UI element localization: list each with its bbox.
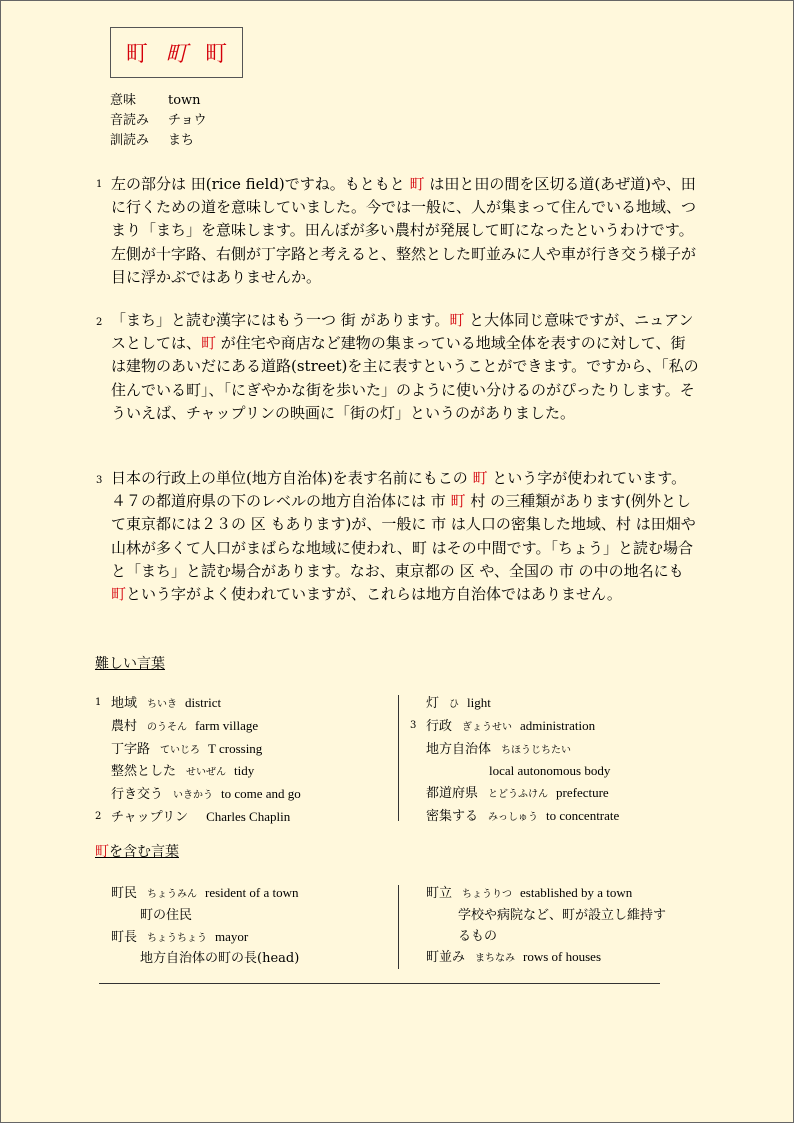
highlight-kanji: 町 <box>95 844 109 860</box>
highlight-kanji: 町 <box>449 311 465 329</box>
text: 「まち」と読む漢字にはもう一つ 街 があります。 <box>111 311 450 329</box>
vocab-english: T crossing <box>208 740 263 756</box>
highlight-kanji: 町 <box>472 469 488 487</box>
vocab-english: prefecture <box>556 785 609 801</box>
word: 町並み <box>426 950 466 966</box>
column-divider <box>398 695 399 821</box>
vocab-item <box>426 806 619 829</box>
vocab-word: 丁字路 <box>111 741 151 757</box>
word-english: established by a town <box>520 885 633 900</box>
vocab-item <box>410 716 619 739</box>
vocab-word: 行き交う <box>111 787 164 803</box>
kanji-2: 町 <box>165 42 188 67</box>
kanji-display-box <box>110 27 243 78</box>
word-item <box>111 883 299 906</box>
vocab-word: 都道府県 <box>426 786 479 802</box>
vocab-reading: とどうふけん <box>488 789 549 801</box>
vocab-word: 農村 <box>111 718 138 734</box>
word: 町長 <box>111 929 138 945</box>
vocab-item <box>426 693 619 716</box>
vocab-list-left <box>95 693 301 830</box>
text: という字がよく使われていますが、これらは地方自治体ではありません。 <box>126 585 622 604</box>
vocab-reading: せいぜん <box>186 767 227 779</box>
paragraph-1 <box>111 173 701 289</box>
vocab-english: administration <box>520 717 596 733</box>
word-english: resident of a town <box>205 885 299 900</box>
word-definition: 地方自治体の町の長(head) <box>140 951 300 967</box>
text: 村 の三種類があります(例外として東京都には２３の 区 もあります)が、一般に 市 は人口の密集した地域、村 は田畑や山林が多くて人口がまばらな地域に使われ、町 はその中間です。「ちょう」と読む場合と「まち」と読む場合があります。なお、東京都の 区 や、全国の 市 の中の地名にも <box>111 492 696 580</box>
words-heading <box>95 841 179 861</box>
vocab-item <box>111 784 301 807</box>
vocab-english: district <box>185 695 222 710</box>
vocab-english: Charles Chaplin <box>206 808 291 824</box>
note-marker: 3 <box>410 719 417 731</box>
info-value: チョウ <box>168 113 207 128</box>
info-value: town <box>168 93 201 108</box>
vocab-word: 密集する <box>426 808 479 824</box>
kanji-3: 町 <box>205 42 228 67</box>
vocab-item <box>426 783 619 806</box>
word-item <box>426 947 666 970</box>
vocab-item <box>426 739 619 762</box>
word: 町立 <box>426 886 453 901</box>
text: と大体同じ意味ですが、ニュアンスとしては、 <box>111 311 694 353</box>
highlight-kanji: 町 <box>450 492 466 511</box>
vocab-english: to come and go <box>221 786 301 802</box>
vocab-reading: ていじろ <box>160 744 201 756</box>
vocab-reading: のうそん <box>147 721 188 733</box>
word-definition: るもの <box>458 928 498 944</box>
word-definition: 町の住民 <box>140 907 193 923</box>
vocab-heading: 難しい言葉 <box>95 656 165 672</box>
word-item <box>426 883 666 906</box>
bottom-rule <box>99 983 660 984</box>
vocab-english: farm village <box>195 717 259 733</box>
vocab-reading: ひ <box>449 699 460 710</box>
vocab-item <box>426 761 619 783</box>
vocab-english: light <box>467 695 491 710</box>
vocab-item <box>95 807 301 830</box>
word-reading: ちょうりつ <box>462 889 513 900</box>
vocab-reading: ちほうじちたい <box>501 744 572 756</box>
text: は田と田の間を区切る道(あぜ道)や、田に行くための道を意味していました。今では一般に、人が集まって住んでいる地域、つまり「まち」を意味します。田んぼが多い農村が発展して町になったというわけです。左側が十字路、右側が丁字路と考えると、整然とした町並みに人や車が行き交う様子が目に浮かぶではありませんか。 <box>111 175 697 286</box>
word-reading: ちょうみん <box>147 889 198 900</box>
word-reading: まちなみ <box>475 953 516 965</box>
vocab-english: to concentrate <box>546 807 620 823</box>
text: 日本の行政上の単位(地方自治体)を表す名前にもこの <box>111 469 473 487</box>
vocab-english: tidy <box>234 763 255 779</box>
word-item <box>111 927 299 950</box>
text: という字が使われています。４７の都道府県の下のレベルの地方自治体には 市 <box>111 469 687 511</box>
words-list-right <box>426 883 666 970</box>
paragraph-number: 3 <box>96 475 103 486</box>
word-english: mayor <box>215 928 249 944</box>
paragraph-3 <box>111 467 701 606</box>
info-label: 音読み <box>110 113 150 128</box>
vocab-word: 地方自治体 <box>426 741 492 757</box>
kanji-1: 町 <box>125 42 148 67</box>
vocab-word: 行政 <box>426 718 453 734</box>
paragraph-number: 1 <box>96 179 103 190</box>
text: が住宅や商店など建物の集まっている地域全体を表すのに対して、街 は建物のあいだにある道路(street)を主に表すということができます。ですから、「私の住んでいる町」、「にぎやかな街を歩いた」のように使い分けるのがぴったりします。そういえば、チャップリンの映画に「街の灯」というのがありました。 <box>111 334 699 422</box>
paragraph-number: 2 <box>96 317 103 328</box>
column-divider <box>398 885 399 969</box>
vocab-item <box>111 761 301 784</box>
words-list-left <box>111 883 299 970</box>
kanji-info <box>110 91 207 151</box>
vocab-item <box>95 693 301 716</box>
word-definition: 学校や病院など、町が設立し維持す <box>458 907 667 923</box>
vocab-word: 灯 <box>426 696 440 711</box>
text: 左の部分は 田(rice field)ですね。もともと <box>111 175 410 193</box>
note-marker: 1 <box>95 697 102 708</box>
note-marker: 2 <box>95 810 102 822</box>
vocab-reading: ちいき <box>147 699 178 710</box>
vocab-english: local autonomous body <box>489 763 611 779</box>
info-label: 意味 <box>110 93 137 108</box>
vocab-reading: ぎょうせい <box>462 721 513 733</box>
paragraph-2 <box>111 309 701 425</box>
word-english: rows of houses <box>523 949 602 965</box>
highlight-kanji: 町 <box>201 334 217 353</box>
highlight-kanji: 町 <box>111 585 127 604</box>
vocab-item <box>111 716 301 739</box>
info-value: まち <box>168 133 195 148</box>
vocab-word: 地域 <box>111 696 138 711</box>
info-label: 訓読み <box>110 133 150 148</box>
vocab-word: チャップリン <box>111 809 189 825</box>
word: 町民 <box>111 886 138 901</box>
vocab-list-right <box>410 693 620 829</box>
heading-text: を含む言葉 <box>109 844 179 860</box>
vocab-word: 整然とした <box>111 764 177 780</box>
word-reading: ちょうちょう <box>147 932 208 944</box>
vocab-reading: いきかう <box>173 790 214 802</box>
vocab-item <box>111 739 301 762</box>
highlight-kanji: 町 <box>409 175 425 193</box>
vocab-reading: みっしゅう <box>488 811 539 823</box>
